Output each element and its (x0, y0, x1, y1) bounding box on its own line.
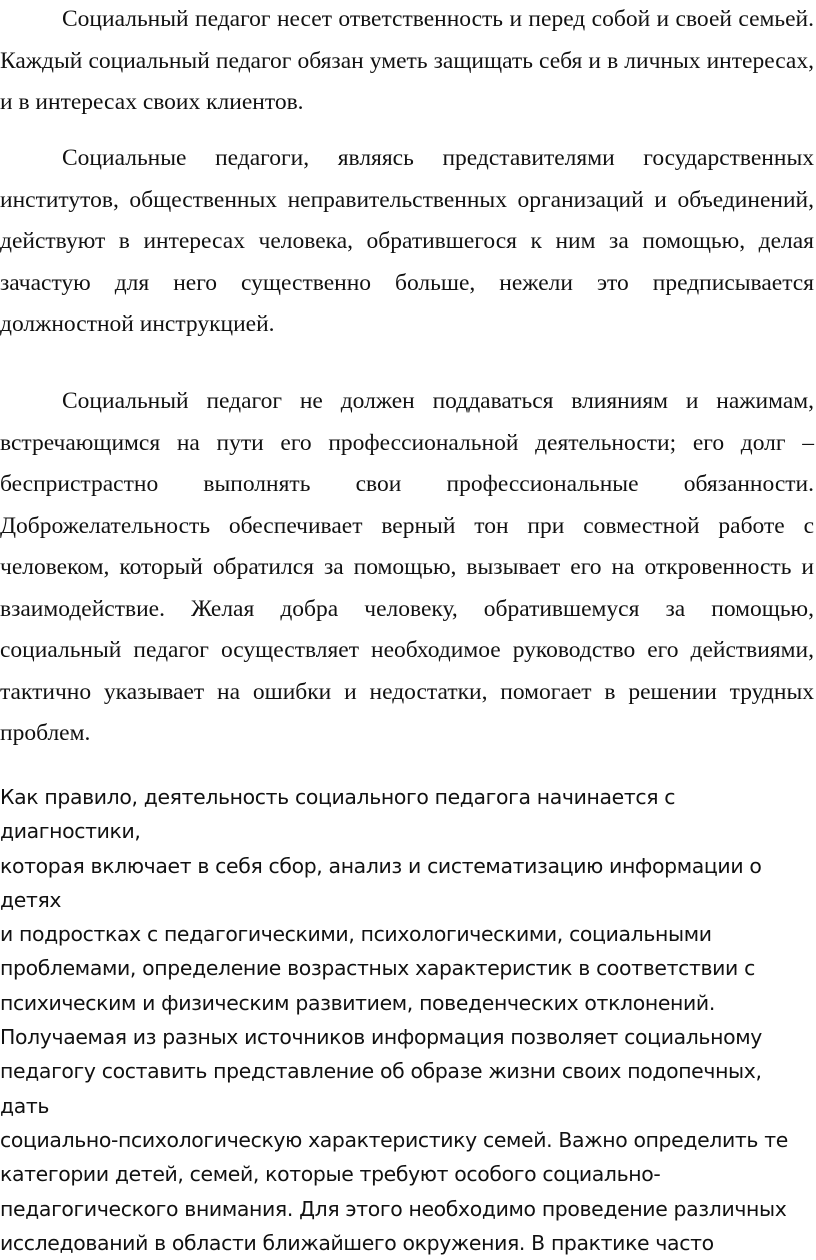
paragraph-responsibility: Социальный педагог несет ответственность и перед собой и своей семьей. Каждый социальный педагог обязан уметь защищать себя и в личных интересах, и в интересах своих клиентов. (0, 6, 814, 115)
text-line: и подростках с педагогическими, психологическими, социальными (0, 922, 712, 947)
paragraph-social-pedagogues: Социальные педагоги, являясь представителями государственных институтов, общественных неправительственных организаций и объединений, действуют в интересах человека, обратившегося к ним за помощью, делая зачастую для него существенно больше, нежели это предписывается должностной инструкцией. (0, 145, 814, 337)
text-line: категории детей, семей, которые требуют особого социально- (0, 1162, 661, 1187)
text-line: Как правило, деятельность социального педагога начинается с диагностики, (0, 785, 676, 844)
text-line: которая включает в себя сбор, анализ и систематизацию информации о детях (0, 853, 762, 912)
paragraph-influences: Социальный педагог не должен поддаваться влияниям и нажимам, встречающимся на пути его профессиональной деятельности; его долг – беспристрастно выполнять свои профессиональные обязанности. Доброжелательность обеспечивает верный тон при совместной работе с человеком, который обратился за помощью, вызывает его на откровенность и взаимодействие. Желая добра человеку, обратившемуся за помощью, социальный педагог осуществляет необходимое руководство его действиями, тактично указывает на ошибки и недостатки, помогает в решении трудных проблем. (0, 388, 814, 746)
text-line: психическим и физическим развитием, поведенческих отклонений. (0, 990, 715, 1015)
text-line: проблемами, определение возрастных характеристик в соответствии с (0, 956, 755, 981)
text-line: социально-психологическую характеристику семей. Важно определить те (0, 1127, 788, 1152)
text-line: педагогу составить представление об образе жизни своих подопечных, дать (0, 1059, 762, 1118)
paragraph-diagnostics (0, 780, 814, 1260)
text-line: исследований в области ближайшего окружения. В практике часто (0, 1230, 714, 1255)
text-line: Получаемая из разных источников информация позволяет социальному (0, 1025, 762, 1050)
text-line: педагогического внимания. Для этого необходимо проведение различных (0, 1196, 787, 1221)
